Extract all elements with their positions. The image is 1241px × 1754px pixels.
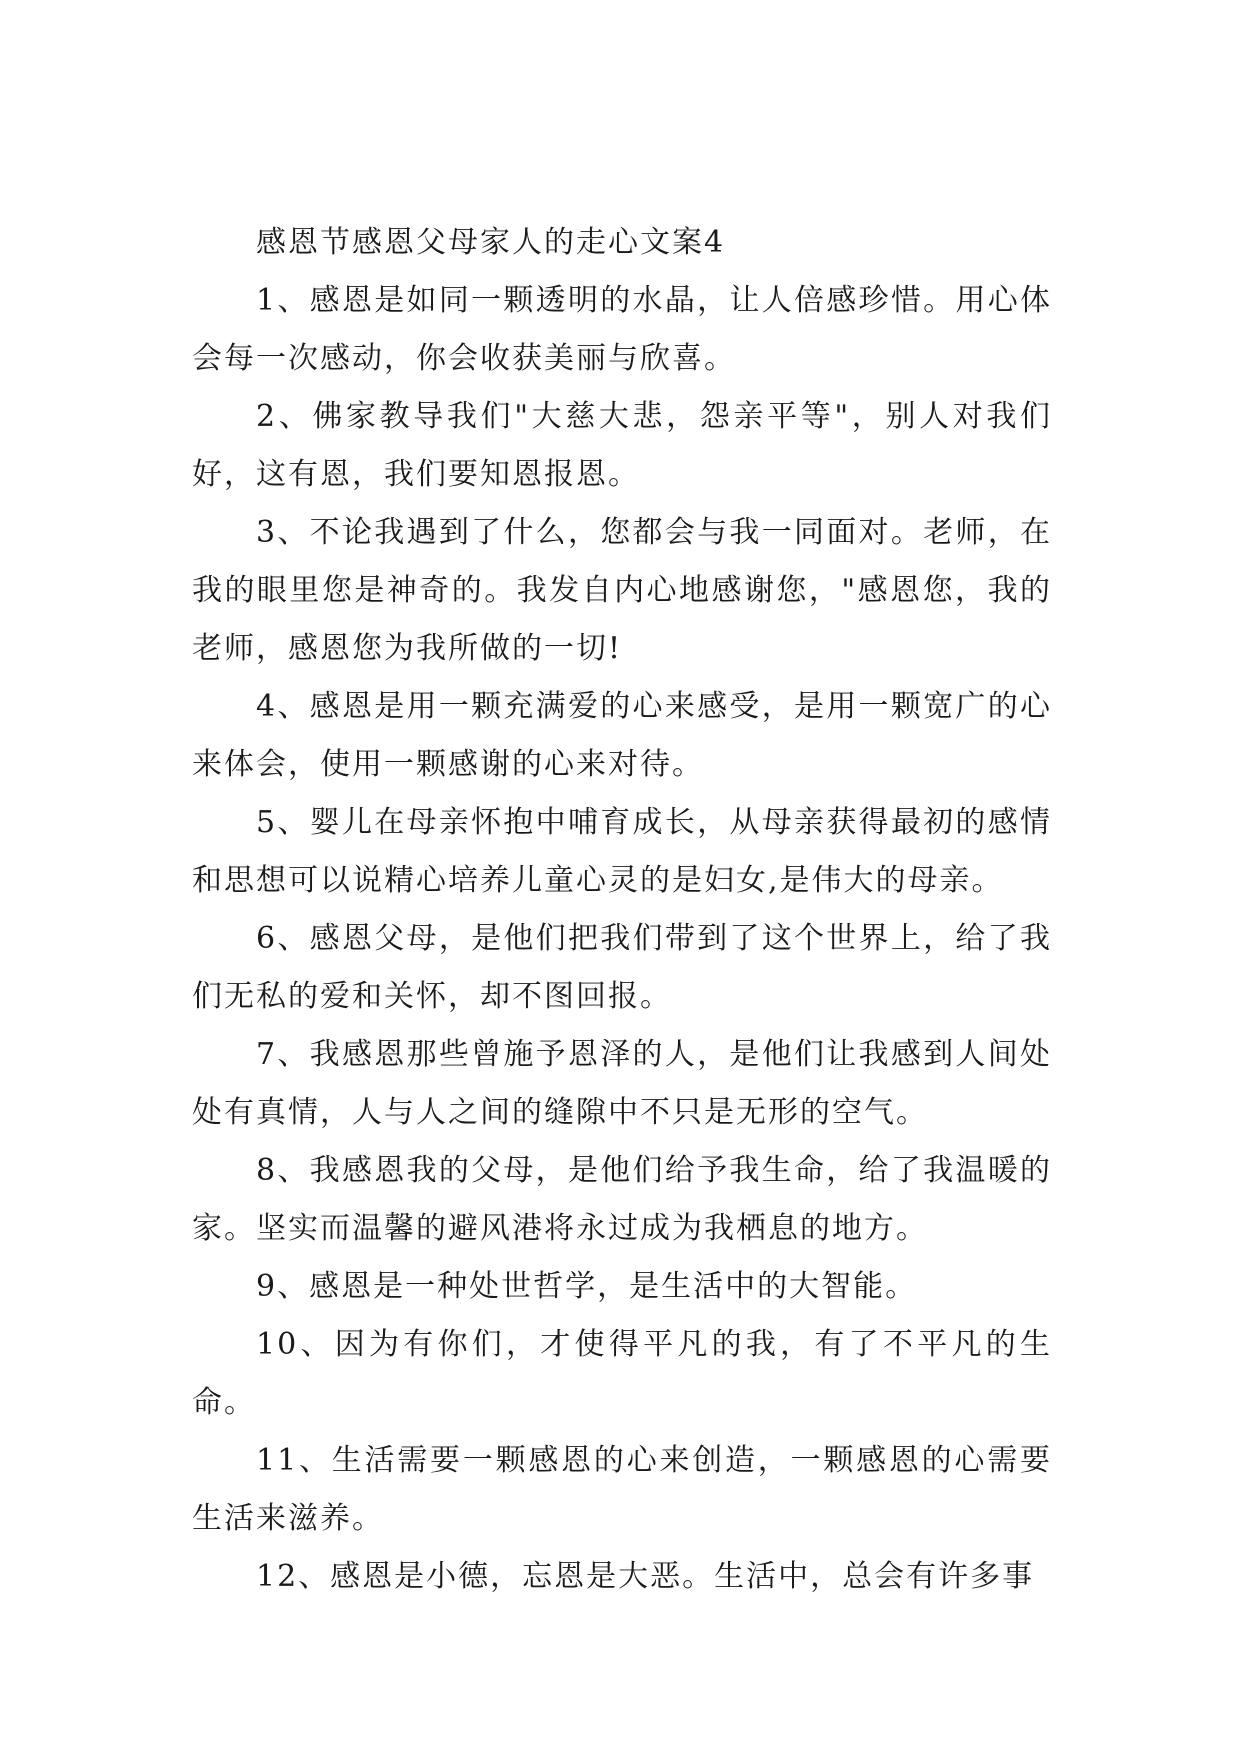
paragraph-6: 6、感恩父母，是他们把我们带到了这个世界上，给了我们无私的爱和关怀，却不图回报。	[192, 921, 1052, 1014]
paragraph-3: 3、不论我遇到了什么，您都会与我一同面对。老师，在我的眼里您是神奇的。我发自内心地感谢您，"感恩您，我的老师，感恩您为我所做的一切!	[192, 515, 1052, 666]
paragraph-2: 2、佛家教导我们"大慈大悲，怨亲平等"，别人对我们好，这有恩，我们要知恩报恩。	[192, 399, 1052, 492]
paragraph-9: 9、感恩是一种处世哲学，是生活中的大智能。	[256, 1269, 918, 1304]
paragraph-4: 4、感恩是用一颗充满爱的心来感受，是用一颗宽广的心来体会，使用一颗感谢的心来对待。	[192, 689, 1052, 782]
paragraph-5: 5、婴儿在母亲怀抱中哺育成长，从母亲获得最初的感情和思想可以说精心培养儿童心灵的是妇女,是伟大的母亲。	[192, 805, 1052, 898]
document-title: 感恩节感恩父母家人的走心文案4	[256, 225, 726, 260]
paragraph-8: 8、我感恩我的父母，是他们给予我生命，给了我温暖的家。坚实而温馨的避风港将永过成为我栖息的地方。	[192, 1153, 1052, 1246]
document-page	[192, 214, 1052, 1606]
paragraph-7: 7、我感恩那些曾施予恩泽的人，是他们让我感到人间处处有真情，人与人之间的缝隙中不只是无形的空气。	[192, 1037, 1052, 1130]
paragraph-11: 11、生活需要一颗感恩的心来创造，一颗感恩的心需要生活来滋养。	[192, 1443, 1052, 1536]
paragraph-12: 12、感恩是小德，忘恩是大恶。生活中，总会有许多事	[256, 1559, 1035, 1594]
paragraph-1: 1、感恩是如同一颗透明的水晶，让人倍感珍惜。用心体会每一次感动，你会收获美丽与欣喜。	[192, 283, 1052, 376]
paragraph-10: 10、因为有你们，才使得平凡的我，有了不平凡的生命。	[192, 1327, 1052, 1420]
